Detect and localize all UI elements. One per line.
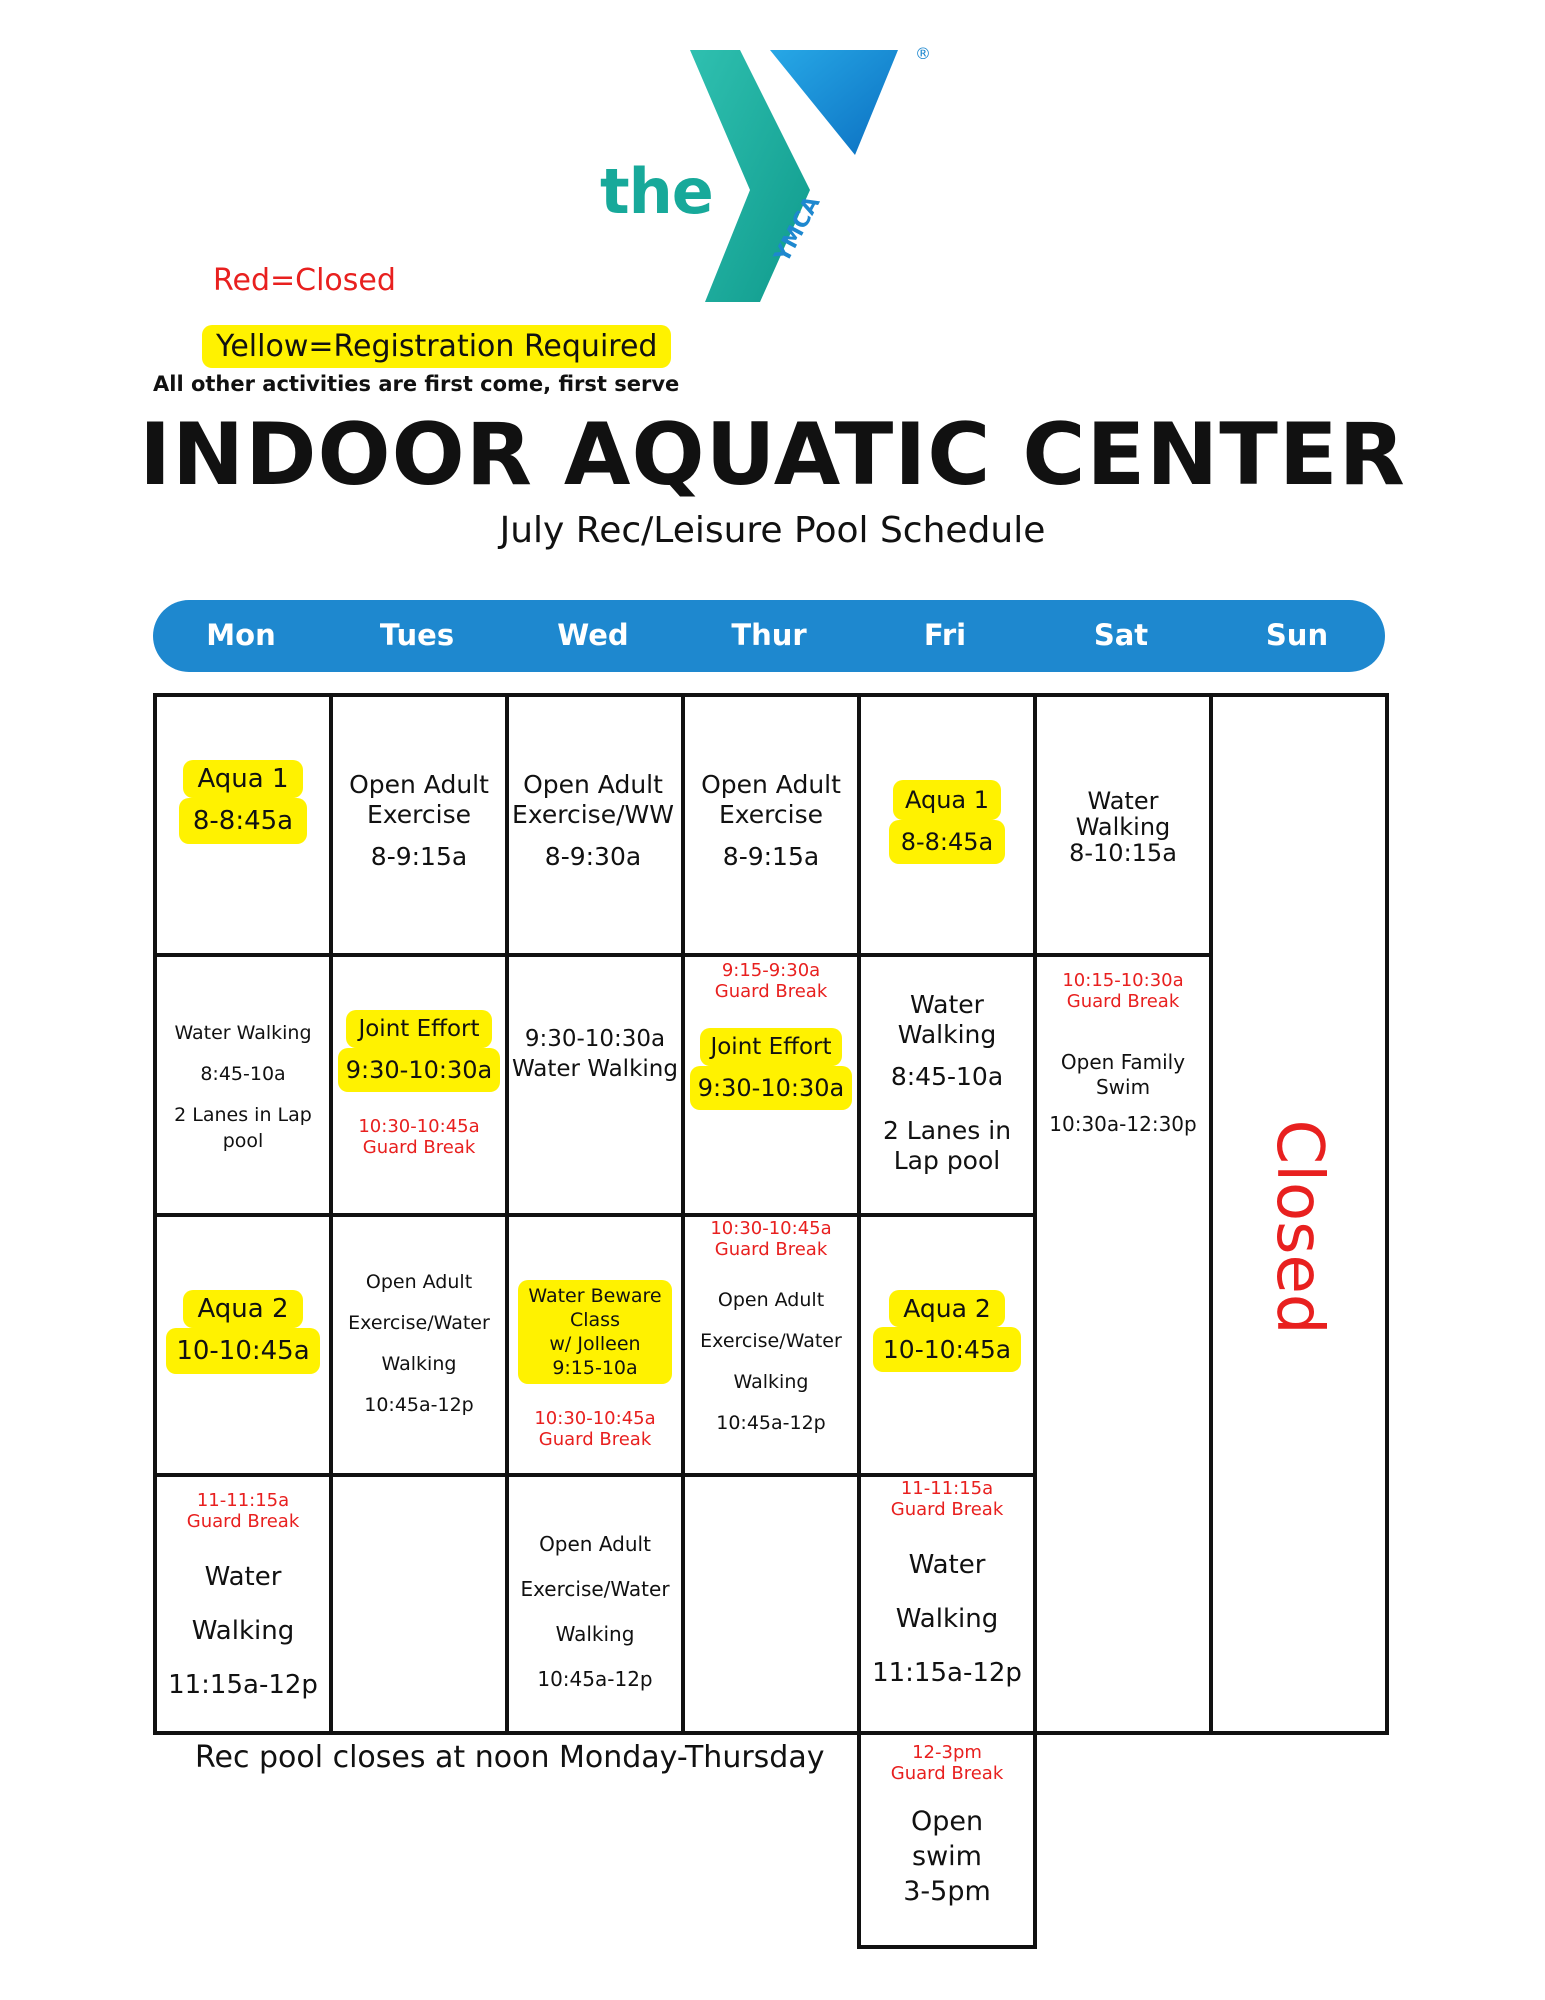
thu-oal-block — [685, 1280, 857, 1444]
fri-ww-pool: Lap pool — [893, 1146, 1001, 1175]
fri-open-swim — [861, 1742, 1033, 1909]
sat-open-family-swim — [1037, 970, 1209, 1137]
fri-os-time: 3-5pm — [903, 1876, 991, 1907]
day-thu: Thur — [731, 618, 807, 652]
fri-ww-time: 8:45-10a — [890, 1062, 1004, 1091]
y-blue-shape — [770, 50, 898, 155]
fri-os-block — [861, 1804, 1033, 1909]
thu-gb2-label: Guard Break — [714, 1239, 828, 1260]
tue-oal-l3: Walking — [381, 1353, 457, 1375]
sat-ww-time: 8-10:15a — [1069, 839, 1177, 867]
thu-gb2-time: 10:30-10:45a — [710, 1218, 832, 1239]
mon-aqua1-name: Aqua 1 — [183, 760, 302, 798]
tue-open-adult-late — [333, 1262, 505, 1426]
sun-closed-cell — [1213, 1100, 1385, 1340]
mon-gb-time: 11-11:15a — [196, 1490, 290, 1511]
thu-oal-l2: Exercise/Water — [700, 1330, 842, 1352]
mon-ww-pool: pool — [222, 1130, 264, 1152]
tue-gb-time: 10:30-10:45a — [358, 1116, 480, 1137]
fri-late-water-walking — [861, 1478, 1033, 1688]
thu-open-adult — [685, 770, 857, 872]
wed-wb-l2: Class — [569, 1309, 620, 1331]
sat-ww-l2: Walking — [1075, 813, 1171, 841]
fri-os-l1: Open — [910, 1806, 984, 1837]
sat-ofs-time: 10:30a-12:30p — [1049, 1112, 1197, 1136]
tue-oa-l1: Open Adult — [349, 770, 489, 799]
wed-open-adult — [505, 770, 681, 872]
thu-oa-time: 8-9:15a — [722, 842, 820, 871]
mon-ww-lanes: 2 Lanes in Lap — [174, 1104, 312, 1126]
tue-oal-l2: Exercise/Water — [348, 1312, 490, 1334]
fri-gb1-label: Guard Break — [890, 1499, 1004, 1520]
sat-gb-time: 10:15-10:30a — [1062, 970, 1184, 991]
mon-aqua1-time: 8-8:45a — [179, 798, 307, 844]
wed-oal-l1: Open Adult — [539, 1532, 651, 1556]
wed-gb-label: Guard Break — [538, 1429, 652, 1450]
wed-wb-l3: w/ Jolleen — [549, 1333, 641, 1355]
wed-wb-l1: Water Beware — [528, 1285, 662, 1307]
thu-oal-l1: Open Adult — [717, 1289, 825, 1311]
mon-aqua2-time: 10-10:45a — [166, 1328, 319, 1374]
wed-oal-l2: Exercise/Water — [520, 1577, 670, 1601]
fri-aqua1-time: 8-8:45a — [889, 820, 1006, 864]
registered-mark: ® — [915, 44, 931, 63]
mon-ww-time: 8:45-10a — [200, 1063, 286, 1085]
fri-lww-l3: 11:15a-12p — [872, 1658, 1022, 1688]
thu-gb1-label: Guard Break — [714, 981, 828, 1002]
mon-aqua2-name: Aqua 2 — [183, 1290, 302, 1328]
fri-gb1-time: 11-11:15a — [900, 1478, 994, 1499]
mon-lww-l2: Walking — [191, 1616, 295, 1646]
footnote: Rec pool closes at noon Monday-Thursday — [195, 1740, 825, 1775]
day-sat: Sat — [1093, 618, 1149, 652]
fri-aqua1 — [861, 780, 1033, 864]
sun-closed-label: Closed — [1262, 1119, 1336, 1335]
wed-ww-label: Water Walking — [512, 1056, 678, 1082]
thu-je-time: 9:30-10:30a — [690, 1066, 852, 1110]
day-mon: Mon — [206, 618, 276, 652]
day-sun: Sun — [1265, 618, 1329, 652]
sat-gb-label: Guard Break — [1066, 991, 1180, 1012]
sat-ww-l1: Water — [1087, 787, 1159, 815]
day-wed: Wed — [557, 618, 629, 652]
tue-gb-label: Guard Break — [362, 1137, 476, 1158]
thu-oal-time: 10:45a-12p — [716, 1412, 826, 1434]
fri-gb2-time: 12-3pm — [912, 1742, 982, 1763]
mon-gb-label: Guard Break — [186, 1511, 300, 1532]
wed-wb-time: 9:15-10a — [552, 1357, 638, 1379]
fri-lww-l1: Water — [908, 1550, 986, 1580]
page-title: INDOOR AQUATIC CENTER — [139, 405, 1406, 505]
wed-oa-l1: Open Adult — [523, 770, 663, 799]
mon-lww-l1: Water — [204, 1562, 282, 1592]
mon-aqua1 — [157, 760, 329, 844]
legend-note: All other activities are first come, first serve — [153, 372, 680, 396]
tue-oa-time: 8-9:15a — [370, 842, 468, 871]
wed-water-beware — [509, 1280, 681, 1450]
fri-lww-l2: Walking — [895, 1604, 999, 1634]
mon-water-walking — [157, 1013, 329, 1152]
tue-oa-l2: Exercise — [366, 800, 472, 829]
fri-aqua2 — [861, 1290, 1033, 1372]
sat-ofs-l2: Swim — [1095, 1075, 1151, 1099]
tue-open-adult — [333, 770, 505, 872]
thu-gb1-time: 9:15-9:30a — [721, 960, 821, 981]
thu-oa-l1: Open Adult — [701, 770, 841, 799]
wed-gb-time: 10:30-10:45a — [534, 1408, 656, 1429]
wed-oal-l3: Walking — [555, 1622, 635, 1646]
tue-oal-l1: Open Adult — [365, 1271, 473, 1293]
legend-closed: Red=Closed — [213, 263, 396, 298]
tue-je-name: Joint Effort — [346, 1010, 491, 1048]
thu-oal-l3: Walking — [733, 1371, 809, 1393]
tue-oal-time: 10:45a-12p — [364, 1394, 474, 1416]
day-fri: Fri — [923, 618, 967, 652]
sat-water-walking — [1037, 788, 1209, 866]
fri-water-walking — [861, 990, 1033, 1176]
wed-water-walking — [509, 1024, 681, 1084]
legend-registration: Yellow=Registration Required — [202, 325, 671, 368]
wed-oa-l2: Exercise/WW — [512, 800, 674, 829]
thu-joint-effort — [685, 960, 857, 1110]
fri-aqua1-name: Aqua 1 — [893, 780, 1001, 820]
tue-je-time: 9:30-10:30a — [338, 1048, 500, 1092]
thu-open-adult-late — [685, 1218, 857, 1444]
mon-lww-l3: 11:15a-12p — [168, 1670, 318, 1700]
wed-oal-time: 10:45a-12p — [537, 1667, 653, 1691]
wed-open-adult-late — [509, 1522, 681, 1702]
wed-ww-time: 9:30-10:30a — [524, 1026, 666, 1052]
fri-gb2-label: Guard Break — [890, 1763, 1004, 1784]
fri-ww-l2: Walking — [897, 1020, 997, 1049]
fri-os-l2: swim — [912, 1841, 982, 1872]
day-header-band — [153, 600, 1385, 672]
logo-brand-text: YMCA — [770, 192, 826, 267]
tue-joint-effort — [333, 1010, 505, 1158]
mon-aqua2 — [157, 1290, 329, 1374]
fri-aqua2-name: Aqua 2 — [889, 1290, 1005, 1327]
sat-ofs-l1: Open Family — [1060, 1050, 1186, 1074]
thu-je-name: Joint Effort — [700, 1028, 841, 1066]
thu-oa-l2: Exercise — [718, 800, 824, 829]
mon-late-water-walking — [157, 1490, 329, 1700]
fri-aqua2-time: 10-10:45a — [873, 1327, 1021, 1372]
mon-ww-label: Water Walking — [174, 1022, 312, 1044]
page-subtitle: July Rec/Leisure Pool Schedule — [499, 510, 1046, 551]
logo-wordmark: the — [600, 155, 713, 228]
fri-ww-l1: Water — [910, 990, 984, 1019]
day-tue: Tues — [379, 618, 455, 652]
wed-oa-time: 8-9:30a — [544, 842, 642, 871]
wed-wb-block — [518, 1280, 671, 1384]
fri-ww-lanes: 2 Lanes in — [882, 1116, 1012, 1145]
